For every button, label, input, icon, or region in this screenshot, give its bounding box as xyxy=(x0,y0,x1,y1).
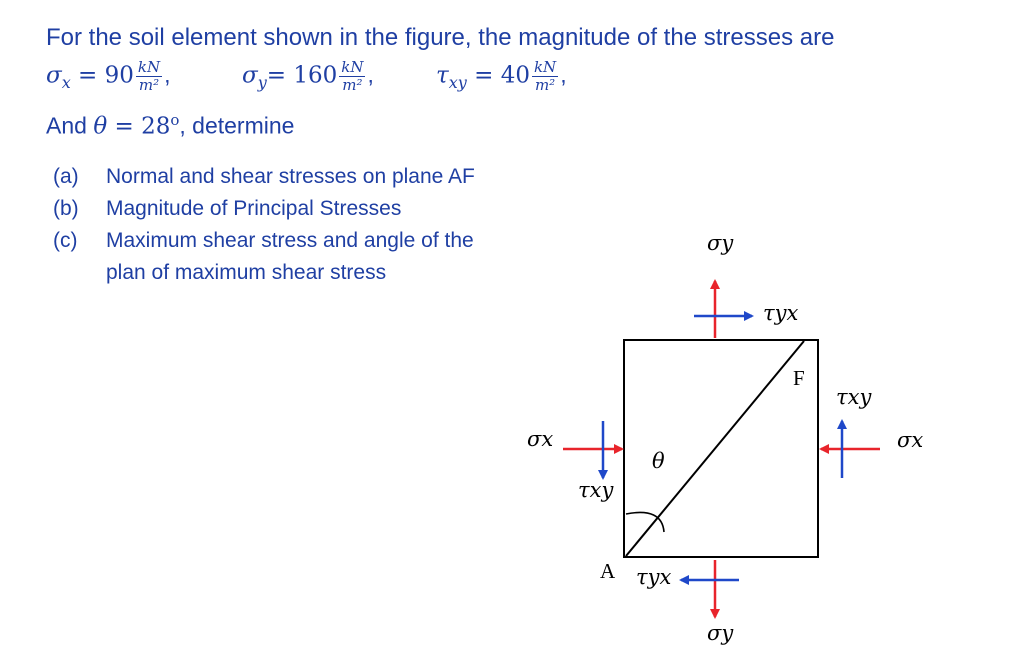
sigma-x-left-label: σx xyxy=(527,427,554,451)
angle-line: And $\theta = 28^o$, determine xyxy=(46,111,295,140)
unit-fraction: $\frac{kN}{\text{m²}}$ xyxy=(137,58,161,94)
sigma-y-bottom-label: σy xyxy=(707,621,734,645)
unit-fraction: $\frac{kN}{\text{m²}}$ xyxy=(341,58,364,94)
theta-arc xyxy=(626,512,664,532)
tau-yx-top-label: τyx xyxy=(763,301,799,325)
tau-xy-right-label: τxy xyxy=(836,385,872,409)
tau-xy-left-label: τxy xyxy=(578,478,614,502)
tau-xy-value: $\tau_{xy} = 40$ $\frac{kN}{\text{m²}}$ , xyxy=(436,58,567,94)
tau-yx-bottom-label: τyx xyxy=(636,565,672,589)
problem-intro: For the soil element shown in the figure, the magnitude of the stresses are xyxy=(46,24,835,51)
sigma-y-top-label: σy xyxy=(707,231,734,255)
sigma-y-value: $\sigma_y= 160$ $\frac{kN}{\text{m²}}$ , xyxy=(242,58,374,94)
unit-fraction: $\frac{kN}{\text{m²}}$ xyxy=(533,58,557,94)
sigma-x-value: $\sigma_x = 90$ $\frac{kN}{\text{m²}}$ , xyxy=(46,58,171,94)
theta-label: θ xyxy=(652,449,665,473)
sigma-x-right-label: σx xyxy=(897,428,924,452)
point-a-label: A xyxy=(600,559,616,583)
point-f-label: F xyxy=(793,366,805,390)
